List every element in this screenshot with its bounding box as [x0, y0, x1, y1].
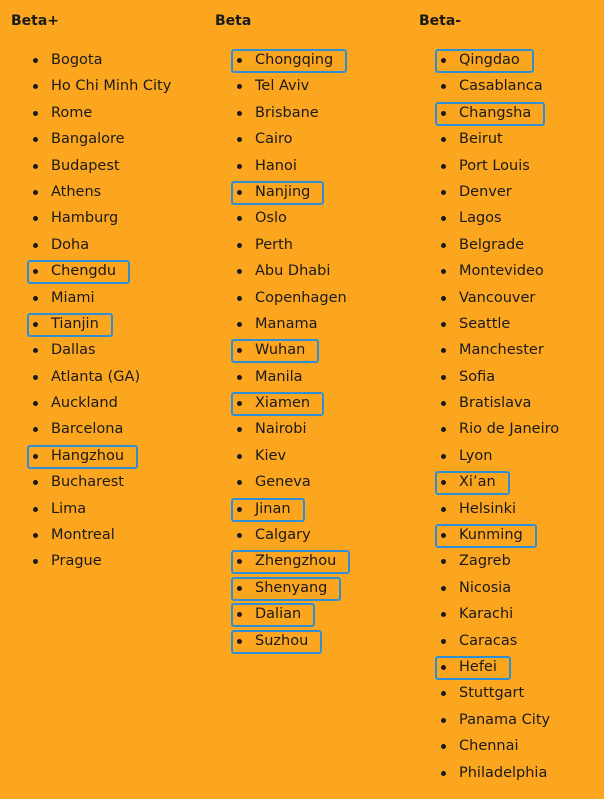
city-list-item	[419, 390, 559, 416]
city-list-item	[11, 443, 171, 469]
city-list-item	[215, 364, 347, 390]
city-list-item	[419, 153, 559, 179]
city-list-item	[419, 469, 559, 495]
city-name: Xi’an	[459, 474, 496, 491]
city-list-item	[11, 258, 171, 284]
bullet-icon	[33, 84, 38, 89]
city-name: Shenyang	[255, 579, 328, 596]
city-name: Manila	[255, 368, 303, 385]
city-list-item	[419, 601, 559, 627]
bullet-icon	[441, 296, 446, 301]
bullet-icon	[441, 612, 446, 617]
bullet-icon	[33, 322, 38, 327]
city-name: Bucharest	[51, 474, 124, 491]
city-list-item	[215, 496, 347, 522]
city-list-item	[215, 73, 347, 99]
city-name: Hangzhou	[51, 447, 125, 464]
city-list-item	[419, 311, 559, 337]
bullet-icon	[33, 375, 38, 380]
city-name: Miami	[51, 289, 95, 306]
city-list-item	[11, 100, 171, 126]
city-list	[419, 47, 559, 786]
bullet-icon	[33, 348, 38, 353]
bullet-icon	[237, 216, 242, 221]
bullet-icon	[237, 296, 242, 301]
city-list-item	[419, 47, 559, 73]
city-name: Montevideo	[459, 263, 544, 280]
city-name: Oslo	[255, 210, 287, 227]
city-name: Abu Dhabi	[255, 263, 331, 280]
city-name: Calgary	[255, 527, 311, 544]
city-name: Doha	[51, 236, 90, 253]
city-list-item	[11, 364, 171, 390]
city-name: Barcelona	[51, 421, 124, 438]
city-list-item	[11, 337, 171, 363]
city-list-item	[11, 496, 171, 522]
city-list-item	[419, 205, 559, 231]
city-list-item	[215, 232, 347, 258]
city-list-item	[215, 47, 347, 73]
bullet-icon	[237, 164, 242, 169]
city-name: Geneva	[255, 474, 311, 491]
column-heading: Beta	[215, 13, 252, 29]
city-name: Atlanta (GA)	[51, 368, 141, 385]
city-list-item	[419, 496, 559, 522]
bullet-icon	[237, 586, 242, 591]
bullet-icon	[33, 164, 38, 169]
city-list-item	[215, 153, 347, 179]
city-name: Seattle	[459, 315, 511, 332]
city-list-item	[11, 47, 171, 73]
bullet-icon	[441, 639, 446, 644]
city-name: Caracas	[459, 632, 518, 649]
city-name: Tel Aviv	[255, 78, 310, 95]
city-list-item	[419, 258, 559, 284]
bullet-icon	[441, 586, 446, 591]
bullet-icon	[237, 427, 242, 432]
bullet-icon	[33, 111, 38, 116]
city-list-item	[419, 416, 559, 442]
city-list-item	[419, 548, 559, 574]
column-heading: Beta-	[419, 13, 462, 29]
city-name: Auckland	[51, 395, 118, 412]
city-name: Zagreb	[459, 553, 511, 570]
bullet-icon	[33, 269, 38, 274]
city-list	[11, 47, 171, 575]
bullet-icon	[441, 348, 446, 353]
city-name: Helsinki	[459, 500, 517, 517]
city-list-item	[11, 311, 171, 337]
city-name: Lagos	[459, 210, 502, 227]
bullet-icon	[441, 691, 446, 696]
city-name: Ho Chi Minh City	[51, 78, 172, 95]
city-list-item	[215, 311, 347, 337]
bullet-icon	[237, 322, 242, 327]
city-name: Tianjin	[51, 315, 99, 332]
city-name: Casablanca	[459, 78, 543, 95]
bullet-icon	[441, 454, 446, 459]
city-list-item	[215, 548, 347, 574]
bullet-icon	[33, 137, 38, 142]
city-name: Dalian	[255, 606, 302, 623]
bullet-icon	[237, 559, 242, 564]
bullet-icon	[33, 401, 38, 406]
bullet-icon	[441, 533, 446, 538]
city-list-item	[419, 443, 559, 469]
city-name: Port Louis	[459, 157, 530, 174]
bullet-icon	[237, 375, 242, 380]
city-name: Brisbane	[255, 104, 319, 121]
city-list-item	[419, 73, 559, 99]
city-list-item	[215, 337, 347, 363]
city-name: Chengdu	[51, 263, 117, 280]
city-list-item	[419, 364, 559, 390]
city-name: Montreal	[51, 527, 115, 544]
city-name: Bratislava	[459, 395, 532, 412]
bullet-icon	[441, 269, 446, 274]
bullet-icon	[441, 137, 446, 142]
city-name: Zhengzhou	[255, 553, 337, 570]
city-list-item	[419, 126, 559, 152]
city-name: Changsha	[459, 104, 532, 121]
city-name: Vancouver	[459, 289, 536, 306]
bullet-icon	[441, 84, 446, 89]
city-name: Hefei	[459, 658, 497, 675]
city-name: Rio de Janeiro	[459, 421, 560, 438]
city-name: Manchester	[459, 342, 544, 359]
city-name: Philadelphia	[459, 764, 548, 781]
bullet-icon	[33, 296, 38, 301]
bullet-icon	[33, 216, 38, 221]
bullet-icon	[33, 58, 38, 63]
city-name: Copenhagen	[255, 289, 347, 306]
bullet-icon	[33, 507, 38, 512]
city-name: Jinan	[255, 500, 291, 517]
city-list-item	[11, 232, 171, 258]
bullet-icon	[33, 243, 38, 248]
bullet-icon	[441, 190, 446, 195]
city-list-item	[215, 205, 347, 231]
bullet-icon	[441, 216, 446, 221]
city-list-item	[419, 760, 559, 786]
city-list-item	[215, 179, 347, 205]
city-list-item	[11, 73, 171, 99]
bullet-icon	[33, 427, 38, 432]
column-heading: Beta+	[11, 13, 60, 29]
bullet-icon	[441, 243, 446, 248]
city-list-item	[215, 575, 347, 601]
bullet-icon	[33, 190, 38, 195]
bullet-icon	[237, 243, 242, 248]
city-list-item	[419, 232, 559, 258]
bullet-icon	[441, 375, 446, 380]
city-list-item	[11, 205, 171, 231]
bullet-icon	[441, 771, 446, 776]
city-name: Denver	[459, 183, 512, 200]
city-list-item	[11, 390, 171, 416]
bullet-icon	[441, 665, 446, 670]
city-list-item	[215, 416, 347, 442]
city-name: Nicosia	[459, 579, 512, 596]
bullet-icon	[237, 84, 242, 89]
bullet-icon	[237, 533, 242, 538]
city-name: Rome	[51, 104, 93, 121]
city-list-item	[419, 285, 559, 311]
bullet-icon	[237, 348, 242, 353]
city-name: Hamburg	[51, 210, 119, 227]
city-list-item	[215, 258, 347, 284]
bullet-icon	[237, 137, 242, 142]
city-list-item	[419, 628, 559, 654]
city-list-item	[419, 100, 559, 126]
city-list-item	[11, 416, 171, 442]
city-list-item	[11, 285, 171, 311]
city-name: Sofia	[459, 368, 496, 385]
bullet-icon	[441, 401, 446, 406]
city-list-item	[419, 522, 559, 548]
city-name: Suzhou	[255, 632, 309, 649]
city-name: Kiev	[255, 447, 287, 464]
city-list-item	[215, 443, 347, 469]
city-list-item	[215, 601, 347, 627]
city-list-item	[419, 733, 559, 759]
city-list-item	[215, 390, 347, 416]
city-name: Lima	[51, 500, 87, 517]
bullet-icon	[441, 322, 446, 327]
city-list	[215, 47, 347, 654]
bullet-icon	[441, 164, 446, 169]
city-list-item	[215, 469, 347, 495]
bullet-icon	[33, 533, 38, 538]
city-list-item	[215, 126, 347, 152]
city-name: Karachi	[459, 606, 514, 623]
city-list-item	[215, 522, 347, 548]
city-name: Dallas	[51, 342, 96, 359]
city-name: Perth	[255, 236, 293, 253]
city-list-item	[215, 285, 347, 311]
bullet-icon	[441, 111, 446, 116]
bullet-icon	[237, 639, 242, 644]
city-list-item	[419, 575, 559, 601]
bullet-icon	[237, 612, 242, 617]
bullet-icon	[441, 559, 446, 564]
city-name: Nanjing	[255, 183, 311, 200]
bullet-icon	[441, 507, 446, 512]
city-name: Prague	[51, 553, 102, 570]
city-name: Qingdao	[459, 52, 520, 68]
city-list-item	[419, 179, 559, 205]
city-list-item	[419, 680, 559, 706]
city-name: Budapest	[51, 157, 120, 174]
bullet-icon	[33, 559, 38, 564]
bullet-icon	[441, 480, 446, 485]
city-name: Bogota	[51, 52, 103, 68]
bullet-icon	[237, 480, 242, 485]
bullet-icon	[237, 269, 242, 274]
city-list-item	[11, 548, 171, 574]
bullet-icon	[237, 507, 242, 512]
bullet-icon	[237, 401, 242, 406]
city-name: Stuttgart	[459, 685, 525, 702]
city-name: Wuhan	[255, 342, 306, 359]
city-list-item	[11, 126, 171, 152]
bullet-icon	[33, 454, 38, 459]
bullet-icon	[237, 190, 242, 195]
city-list-item	[11, 469, 171, 495]
city-name: Chennai	[459, 738, 519, 755]
city-name: Manama	[255, 315, 318, 332]
city-name: Chongqing	[255, 52, 334, 68]
city-name: Belgrade	[459, 236, 525, 253]
bullet-icon	[237, 454, 242, 459]
city-list-item	[11, 179, 171, 205]
city-list-item	[419, 337, 559, 363]
city-name: Kunming	[459, 527, 523, 544]
bullet-icon	[237, 111, 242, 116]
city-name: Athens	[51, 183, 102, 200]
bullet-icon	[441, 744, 446, 749]
bullet-icon	[441, 718, 446, 723]
city-list-item	[11, 522, 171, 548]
bullet-icon	[237, 58, 242, 63]
city-name: Beirut	[459, 131, 503, 148]
city-name: Nairobi	[255, 421, 307, 438]
city-name: Xiamen	[255, 395, 311, 412]
city-list-item	[419, 707, 559, 733]
city-list-item	[215, 100, 347, 126]
city-name: Hanoi	[255, 157, 297, 174]
city-name: Cairo	[255, 131, 293, 148]
city-list-item	[215, 628, 347, 654]
bullet-icon	[441, 58, 446, 63]
city-name: Panama City	[459, 711, 551, 728]
bullet-icon	[33, 480, 38, 485]
city-name: Lyon	[459, 447, 493, 464]
city-list-item	[11, 153, 171, 179]
bullet-icon	[441, 427, 446, 432]
city-list-item	[419, 654, 559, 680]
city-name: Bangalore	[51, 131, 125, 148]
